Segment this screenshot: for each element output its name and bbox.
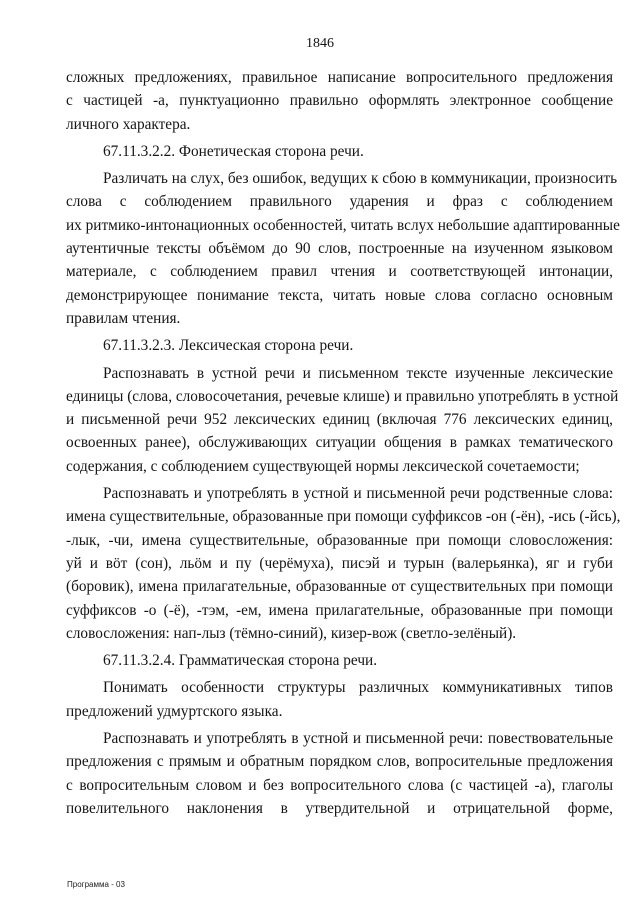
paragraph-line: демонстрирующее понимание текста, читать новые слова согласно основным [66, 286, 613, 304]
section-heading: 67.11.3.2.3. Лексическая сторона речи. [103, 337, 354, 355]
paragraph-line: правилам чтения. [66, 309, 181, 327]
paragraph-line: повелительного наклонения в утвердительной и отрицательной форме, [66, 799, 613, 817]
paragraph-line: суффиксов -о (-ё), -тэм, -ем, имена прилагательные, образованные при помощи [66, 601, 613, 619]
paragraph-line: -лык, -чи, имена существительные, образованные при помощи словосложения: [66, 531, 613, 549]
paragraph-line: сложных предложениях, правильное написание вопросительного предложения [66, 69, 613, 86]
paragraph [66, 676, 613, 723]
paragraph [66, 482, 621, 645]
paragraph-line: личного характера. [66, 115, 191, 133]
paragraph-line: уй и вӧт (сон), льӧм и пу (черёмуха), писэй и турын (валерьянка), яг и губи [66, 554, 613, 572]
paragraph-line: Распознавать и употреблять в устной и письменной речи: повествовательные [103, 730, 613, 748]
section-heading: 67.11.3.2.2. Фонетическая сторона речи. [103, 142, 364, 160]
paragraph-line: предложений удмуртского языка. [66, 702, 283, 720]
paragraph-line: с частицей -а, пунктуационно правильно оформлять электронное сообщение [66, 92, 613, 110]
paragraph-line: словосложения: нап-лыз (тёмно-синий), кизер-вож (светло-зелёный). [66, 624, 517, 642]
paragraph-line: Различать на слух, без ошибок, ведущих к сбою в коммуникации, произносить [103, 170, 618, 188]
paragraph-line: материале, с соблюдением правил чтения и соответствующей интонации, [66, 263, 613, 281]
document-body [66, 66, 621, 820]
paragraph-line: (боровик), имена прилагательные, образованные от существительных при помощи [66, 578, 613, 596]
paragraph-line: аутентичные тексты объёмом до 90 слов, построенные на изученном языковом [66, 240, 613, 258]
paragraph-line: предложения с прямым и обратным порядком слов, вопросительные предложения [66, 753, 613, 771]
paragraph-line: их ритмико-интонационных особенностей, читать вслух небольшие адаптированные [66, 216, 620, 234]
paragraph-line: слова с соблюдением правильного ударения и фраз с соблюдением [66, 193, 613, 211]
page-number: 1846 [306, 36, 334, 51]
paragraph [66, 362, 619, 478]
page-footer: Программа - 03 [67, 880, 125, 889]
paragraph-line: и письменной речи 952 лексических единиц (включая 776 лексических единиц, [66, 411, 613, 429]
paragraph [66, 727, 613, 820]
paragraph-line: Распознавать в устной речи и письменном тексте изученные лексические [103, 364, 613, 382]
paragraph-line: имена существительные, образованные при помощи суффиксов -он (-ён), -ись (-йсь), [66, 508, 621, 526]
paragraph-line: Распознавать и употреблять в устной и письменной речи родственные слова: [103, 485, 613, 503]
paragraph-line: содержания, с соблюдением существующей нормы лексической сочетаемости; [66, 457, 580, 475]
paragraph [66, 66, 613, 136]
paragraph-line: единицы (слова, словосочетания, речевые клише) и правильно употреблять в устной [66, 387, 619, 405]
paragraph-line: с вопросительным словом и без вопросительного слова (с частицей -а), глаголы [66, 776, 613, 794]
paragraph [66, 167, 620, 330]
paragraph-line: освоенных ранее), обслуживающих ситуации общения в рамках тематического [66, 434, 613, 452]
paragraph-line: Понимать особенности структуры различных коммуникативных типов [103, 679, 613, 697]
section-heading: 67.11.3.2.4. Грамматическая сторона речи. [103, 652, 378, 670]
